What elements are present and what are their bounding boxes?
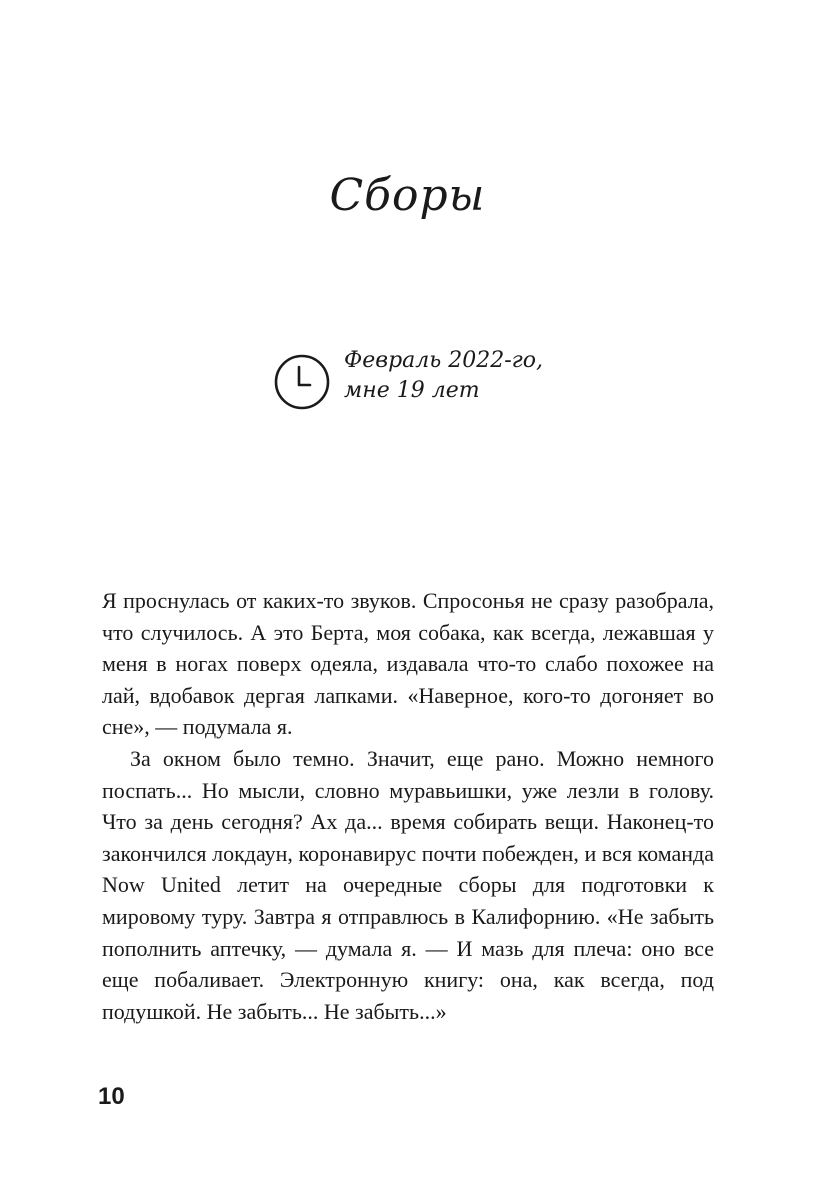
chapter-date-line-2: мне 19 лет	[344, 378, 480, 403]
chapter-title: Сборы	[329, 170, 486, 221]
chapter-date	[344, 346, 543, 406]
body-text	[102, 585, 714, 1027]
chapter-date-line-1: Февраль 2022-го,	[344, 348, 544, 373]
clock-icon	[272, 352, 332, 412]
chapter-date-block	[272, 346, 572, 416]
paragraph: За окном было темно. Значит, еще рано. Можно немного поспать... Но мысли, словно муравьишки, уже лезли в голову. Что за день сегодня? Ах да... время собирать вещи. Наконец-то закончился локдаун, коронавирус почти побежден, и вся команда Now United летит на очередные сборы для подготовки к мировому туру. Завтра я отправлюсь в Калифорнию. «Не забыть пополнить аптечку, — думала я. — И мазь для плеча: оно все еще побаливает. Электронную книгу: она, как всегда, под подушкой. Не забыть... Не забыть...»	[102, 745, 714, 1024]
page-number: 10	[98, 1083, 125, 1110]
paragraph: Я проснулась от каких-то звуков. Спросонья не сразу разобрала, что случилось. А это Берта, моя собака, как всегда, лежавшая у меня в ногах поверх одеяла, издавала что-то слабо похожее на лай, вдобавок дергая лапками. «Наверное, кого-то догоняет во сне», — подумала я.	[102, 588, 714, 740]
